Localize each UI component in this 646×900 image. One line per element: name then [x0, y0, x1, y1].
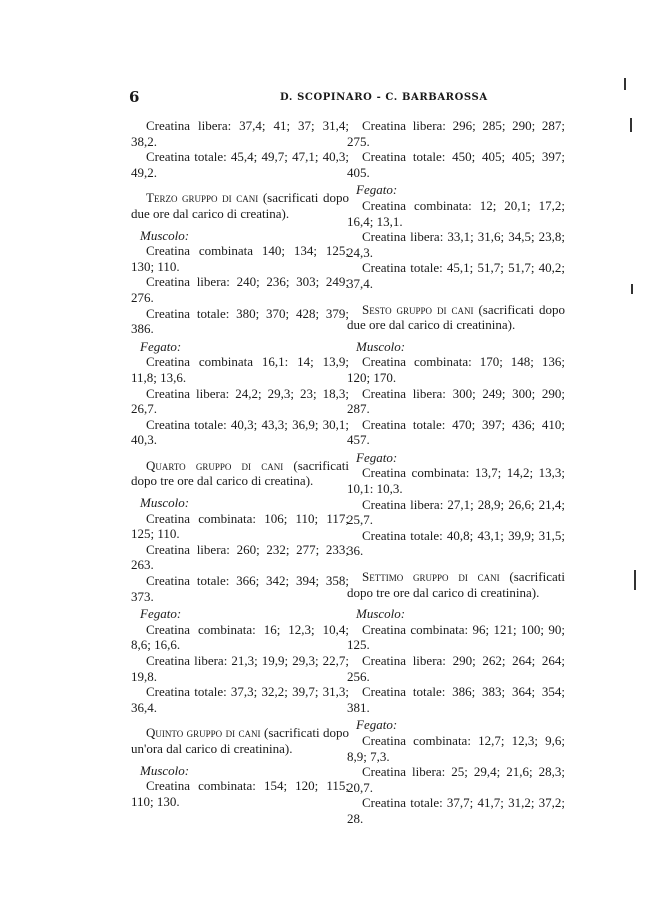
paragraph: Creatina libera: 33,1; 31,6; 34,5; 23,8; 24,3. [347, 229, 565, 260]
paragraph: Creatina libera: 260; 232; 277; 233; 263. [131, 541, 349, 573]
paragraph: Creatina libera: 296; 285; 290; 287; 275. [347, 118, 565, 149]
subheading-fegato: Fegato: [140, 606, 182, 622]
paragraph: Creatina totale: 386; 383; 364; 354; 381. [347, 684, 565, 715]
paragraph: Creatina libera: 21,3; 19,9; 29,3; 22,7; 19,8. [131, 653, 349, 684]
paragraph: Creatina totale: 380; 370; 428; 379; 386. [131, 305, 349, 337]
section-heading: Quinto gruppo di cani (sacrificati dopo un'ora dal carico di creatinina). [131, 725, 349, 756]
subheading-muscolo: Muscolo: [356, 338, 406, 354]
paragraph: Creatina libera: 24,2; 29,3; 23; 18,3; 26,7. [131, 385, 349, 417]
paragraph: Creatina combinata 16,1: 14; 13,9; 11,8; 13,6. [131, 354, 349, 385]
paragraph: Creatina libera: 290; 262; 264; 264; 256. [347, 653, 565, 684]
paragraph: Creatina totale: 470; 397; 436; 410; 457. [347, 416, 565, 448]
paragraph: Creatina combinata: 96; 121; 100; 90; 125. [347, 621, 565, 653]
subheading-muscolo: Muscolo: [140, 762, 190, 778]
paragraph: Creatina libera: 25; 29,4; 21,6; 28,3; 20,7. [347, 764, 565, 795]
subheading-muscolo: Muscolo: [140, 495, 190, 511]
paragraph: Creatina totale: 450; 405; 405; 397; 405. [347, 149, 565, 180]
paragraph: Creatina totale: 40,8; 43,1; 39,9; 31,5; 36. [347, 527, 565, 559]
running-head: D. SCOPINARO - C. BARBAROSSA [280, 92, 488, 103]
subheading-muscolo: Muscolo: [140, 227, 190, 243]
right-column [347, 118, 565, 827]
subheading-fegato: Fegato: [356, 182, 398, 198]
paragraph: Creatina totale: 37,7; 41,7; 31,2; 37,2; 28. [347, 795, 565, 826]
subheading-fegato: Fegato: [140, 338, 182, 354]
paragraph: Creatina combinata: 12,7; 12,3; 9,6; 8,9; 7,3. [347, 732, 565, 764]
scan-mark [631, 284, 633, 294]
paragraph: Creatina libera: 37,4; 41; 37; 31,4; 38,2. [131, 118, 349, 149]
paragraph: Creatina libera: 300; 249; 300; 290; 287. [347, 385, 565, 417]
paragraph: Creatina totale: 40,3; 43,3; 36,9; 30,1; 40,3. [131, 416, 349, 448]
paragraph: Creatina combinata: 170; 148; 136; 120; 170. [347, 354, 565, 385]
section-heading: Settimo gruppo di cani (sacrificati dopo tre ore dal carico di creatinina). [347, 569, 565, 600]
scan-mark [634, 570, 636, 590]
left-column [131, 118, 349, 809]
paragraph: Creatina libera: 240; 236; 303; 249; 276. [131, 274, 349, 305]
paragraph: Creatina combinata: 106; 110; 117; 125; 110. [131, 510, 349, 542]
subheading-fegato: Fegato: [356, 449, 398, 465]
section-heading: Terzo gruppo di cani (sacrificati dopo due ore dal carico di creatina). [131, 190, 349, 221]
paragraph: Creatina combinata: 12; 20,1; 17,2; 16,4; 13,1. [347, 197, 565, 229]
paragraph: Creatina combinata 140; 134; 125; 130; 110. [131, 243, 349, 274]
paragraph: Creatina combinata: 13,7; 14,2; 13,3; 10,1: 10,3. [347, 465, 565, 497]
scan-mark [630, 118, 632, 132]
paragraph: Creatina totale: 45,1; 51,7; 51,7; 40,2; 37,4. [347, 260, 565, 291]
subheading-muscolo: Muscolo: [356, 606, 406, 622]
section-heading: Sesto gruppo di cani (sacrificati dopo due ore dal carico di creatinina). [347, 301, 565, 333]
page-number: 6 [129, 88, 140, 106]
paragraph: Creatina totale: 366; 342; 394; 358; 373. [131, 573, 349, 604]
section-heading: Quarto gruppo di cani (sacrificati dopo tre ore dal carico di creatina). [131, 457, 349, 489]
subheading-fegato: Fegato: [356, 717, 398, 733]
paragraph: Creatina combinata: 154; 120; 115; 110; 130. [131, 778, 349, 809]
scan-mark [624, 78, 626, 90]
paragraph: Creatina totale: 37,3; 32,2; 39,7; 31,3; 36,4. [131, 684, 349, 715]
paragraph: Creatina totale: 45,4; 49,7; 47,1; 40,3; 49,2. [131, 149, 349, 180]
paragraph: Creatina libera: 27,1; 28,9; 26,6; 21,4; 25,7. [347, 496, 565, 528]
paragraph: Creatina combinata: 16; 12,3; 10,4; 8,6; 16,6. [131, 621, 349, 653]
